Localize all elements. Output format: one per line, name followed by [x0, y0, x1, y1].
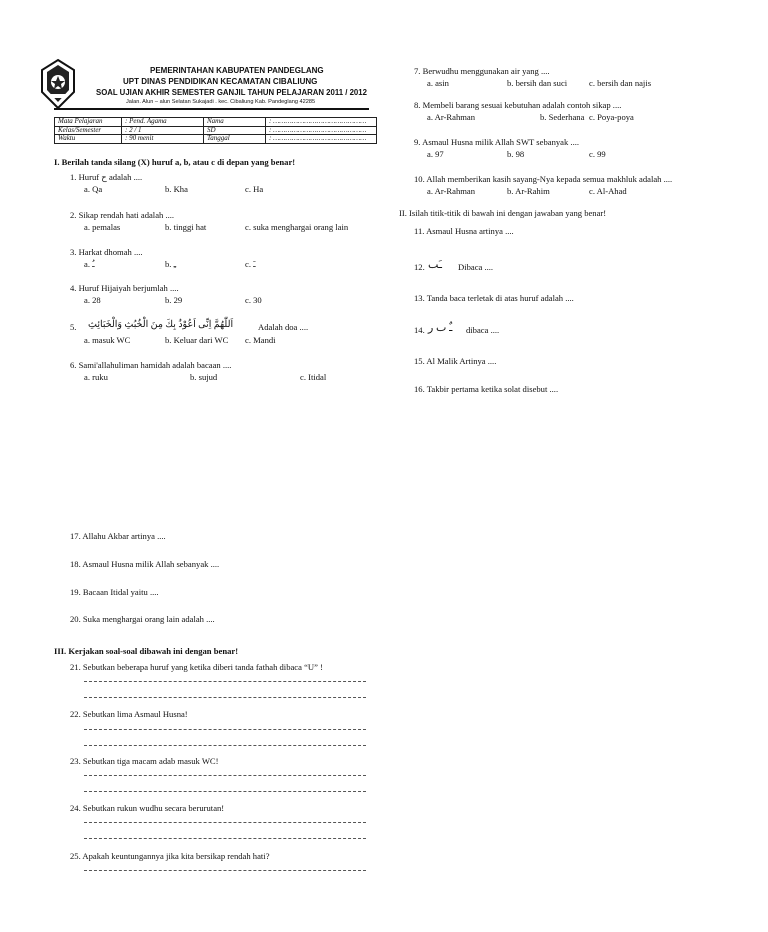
- option-a: a. Qa: [84, 184, 103, 194]
- question-12-arabic: ـَٮ: [428, 259, 443, 271]
- answer-line[interactable]: [84, 697, 366, 698]
- question-4: 4. Huruf Hijaiyah berjumlah ....: [70, 283, 179, 293]
- question-5-number: 5.: [70, 322, 77, 332]
- question-11: 11. Asmaul Husna artinya ....: [414, 226, 514, 236]
- answer-line[interactable]: [84, 838, 366, 839]
- option-a: a. pemalas: [84, 222, 121, 232]
- option-c: c. bersih dan najis: [589, 78, 652, 88]
- info-row: [55, 118, 377, 127]
- student-info-table: [54, 117, 377, 144]
- option-c: c. Mandi: [245, 335, 276, 345]
- header-line-1: PEMERINTAHAN KABUPATEN PANDEGLANG: [150, 66, 324, 75]
- option-a: a. ـُ: [84, 259, 95, 269]
- question-13: 13. Tanda baca terletak di atas huruf adalah ....: [414, 293, 574, 303]
- answer-line[interactable]: [84, 775, 366, 776]
- question-8: 8. Membeli barang sesuai kebutuhan adalah contoh sikap ....: [414, 100, 622, 110]
- info-value: : 2 / 1: [122, 126, 204, 135]
- question-9: 9. Asmaul Husna milik Allah SWT sebanyak ....: [414, 137, 580, 147]
- option-b: b. Ar-Rahim: [507, 186, 550, 196]
- option-c: c. Poya-poya: [589, 112, 634, 122]
- option-b: b. tinggi hat: [165, 222, 207, 232]
- option-c: c. ـَ: [245, 259, 256, 269]
- option-c: c. Itidal: [300, 372, 327, 382]
- option-b: b. ـِ: [165, 259, 177, 269]
- option-c: c. Al-Ahad: [589, 186, 627, 196]
- question-14-number: 14.: [414, 325, 425, 335]
- question-22: 22. Sebutkan lima Asmaul Husna!: [70, 709, 188, 719]
- answer-line[interactable]: [84, 791, 366, 792]
- info-label: Nama: [204, 118, 266, 127]
- question-12-number: 12.: [414, 262, 425, 272]
- header-line-2: UPT DINAS PENDIDIKAN KECAMATAN CIBALIUNG: [123, 77, 318, 86]
- question-14-text: dibaca ....: [466, 325, 500, 335]
- info-label: Mata Pelajaran: [55, 118, 122, 127]
- question-23: 23. Sebutkan tiga macam adab masuk WC!: [70, 756, 219, 766]
- header-address: Jalan. Alun – alun Selatan Sukajadi . kec. Cibaliung Kab. Pandeglang 42285: [126, 99, 316, 105]
- question-7: 7. Berwudhu menggunakan air yang ....: [414, 66, 550, 76]
- question-5-text: Adalah doa ....: [258, 322, 309, 332]
- question-20: 20. Suka menghargai orang lain adalah ....: [70, 614, 215, 624]
- option-c: c. 30: [245, 295, 262, 305]
- section-3-title: III. Kerjakan soal-soal dibawah ini dengan benar!: [54, 646, 239, 656]
- header-divider: [54, 108, 369, 110]
- option-a: a. asin: [427, 78, 449, 88]
- info-row: [55, 135, 377, 144]
- info-value: : ………………………………………: [266, 118, 377, 127]
- option-b: b. bersih dan suci: [507, 78, 568, 88]
- option-a: a. Ar-Rahman: [427, 112, 476, 122]
- info-label: Waktu: [55, 135, 122, 144]
- option-b: b. Keluar dari WC: [165, 335, 229, 345]
- option-b: b. Sederhana: [540, 112, 585, 122]
- option-b: b. Kha: [165, 184, 188, 194]
- question-12-text: Dibaca ....: [458, 262, 494, 272]
- option-b: b. 98: [507, 149, 525, 159]
- section-2-title: II. Isilah titik-titik di bawah ini dengan jawaban yang benar!: [399, 208, 607, 218]
- info-label: Kelas/Semester: [55, 126, 122, 135]
- info-value: : ………………………………………: [266, 126, 377, 135]
- info-value: : ………………………………………: [266, 135, 377, 144]
- answer-line[interactable]: [84, 681, 366, 682]
- option-c: c. Ha: [245, 184, 264, 194]
- info-label: SD: [204, 126, 266, 135]
- section-1-title: I. Berilah tanda silang (X) huruf a, b, atau c di depan yang benar!: [54, 157, 296, 167]
- answer-line[interactable]: [84, 729, 366, 730]
- question-14-arabic: ـٌ ٮ ر: [428, 322, 453, 334]
- question-6: 6. Sami'allahuliman hamidah adalah bacaan ....: [70, 360, 232, 370]
- question-17: 17. Allahu Akbar artinya ....: [70, 531, 166, 541]
- question-15: 15. Al Malik Artinya ....: [414, 356, 497, 366]
- question-25: 25. Apakah keuntungannya jika kita bersikap rendah hati?: [70, 851, 270, 861]
- option-a: a. 28: [84, 295, 101, 305]
- option-a: a. 97: [427, 149, 444, 159]
- option-b: b. sujud: [190, 372, 218, 382]
- option-a: a. ruku: [84, 372, 108, 382]
- info-value: : 90 menit: [122, 135, 204, 144]
- question-10: 10. Allah memberikan kasih sayang-Nya kepada semua makhluk adalah ....: [414, 174, 673, 184]
- option-a: a. Ar-Rahman: [427, 186, 476, 196]
- option-a: a. masuk WC: [84, 335, 131, 345]
- question-18: 18. Asmaul Husna milik Allah sebanyak ....: [70, 559, 220, 569]
- question-24: 24. Sebutkan rukun wudhu secara berurutan!: [70, 803, 225, 813]
- option-c: c. suka menghargai orang lain: [245, 222, 349, 232]
- info-value: : Pend. Agama: [122, 118, 204, 127]
- regency-emblem-logo: [38, 58, 78, 110]
- question-3: 3. Harkat dhomah ....: [70, 247, 143, 257]
- answer-line[interactable]: [84, 870, 366, 871]
- question-1: 1. Huruf ح adalah ....: [70, 172, 143, 182]
- answer-line[interactable]: [84, 745, 366, 746]
- question-2: 2. Sikap rendah hati adalah ....: [70, 210, 175, 220]
- question-21: 21. Sebutkan beberapa huruf yang ketika diberi tanda fathah dibaca “U” !: [70, 662, 323, 672]
- option-c: c. 99: [589, 149, 606, 159]
- answer-line[interactable]: [84, 822, 366, 823]
- question-16: 16. Takbir pertama ketika solat disebut ....: [414, 384, 559, 394]
- question-19: 19. Bacaan Itidal yaitu ....: [70, 587, 159, 597]
- info-label: Tanggal: [204, 135, 266, 144]
- question-5-arabic: اَللّٰهُمَّ اِنِّى اَعُوْذُ بِكَ مِنَ الْخُبُثِ وَالْخَبَائِثِ: [88, 320, 234, 330]
- header-line-3: SOAL UJIAN AKHIR SEMESTER GANJIL TAHUN PELAJARAN 2011 / 2012: [96, 88, 367, 97]
- option-b: b. 29: [165, 295, 183, 305]
